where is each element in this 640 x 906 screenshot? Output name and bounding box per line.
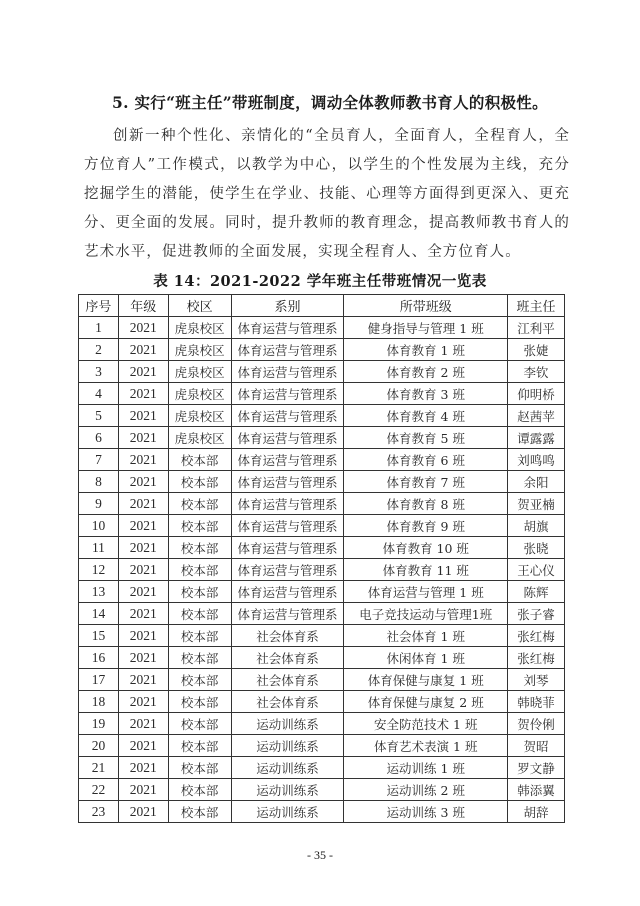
cell-grade: 2021	[118, 427, 168, 449]
cell-teacher: 贺伶俐	[508, 713, 565, 735]
cell-grade: 2021	[118, 493, 168, 515]
cell-index: 9	[79, 493, 119, 515]
cell-class: 体育教育 2 班	[344, 361, 508, 383]
cell-class: 体育教育 11 班	[344, 559, 508, 581]
cell-teacher: 胡旗	[508, 515, 565, 537]
cell-campus: 虎泉校区	[168, 339, 231, 361]
cell-teacher: 刘琴	[508, 669, 565, 691]
cell-campus: 校本部	[168, 603, 231, 625]
cell-department: 社会体育系	[231, 647, 344, 669]
cell-class: 体育运营与管理 1 班	[344, 581, 508, 603]
table-row	[79, 735, 565, 757]
cell-class: 体育教育 8 班	[344, 493, 508, 515]
cell-grade: 2021	[118, 515, 168, 537]
table-body	[79, 317, 565, 823]
table-row	[79, 691, 565, 713]
cell-teacher: 张红梅	[508, 647, 565, 669]
header-teacher: 班主任	[508, 295, 565, 317]
cell-class: 运动训练 1 班	[344, 757, 508, 779]
cell-department: 运动训练系	[231, 713, 344, 735]
table-caption: 表 14：2021-2022 学年班主任带班情况一览表	[153, 273, 487, 290]
cell-campus: 校本部	[168, 581, 231, 603]
cell-grade: 2021	[118, 669, 168, 691]
cell-grade: 2021	[118, 383, 168, 405]
cell-grade: 2021	[118, 779, 168, 801]
cell-teacher: 张晓	[508, 537, 565, 559]
cell-department: 运动训练系	[231, 735, 344, 757]
cell-department: 体育运营与管理系	[231, 427, 344, 449]
cell-department: 体育运营与管理系	[231, 383, 344, 405]
cell-class: 体育教育 6 班	[344, 449, 508, 471]
cell-department: 体育运营与管理系	[231, 339, 344, 361]
cell-department: 运动训练系	[231, 757, 344, 779]
cell-teacher: 陈辉	[508, 581, 565, 603]
cell-teacher: 王心仪	[508, 559, 565, 581]
cell-grade: 2021	[118, 339, 168, 361]
cell-department: 体育运营与管理系	[231, 559, 344, 581]
table-row	[79, 669, 565, 691]
cell-index: 3	[79, 361, 119, 383]
cell-campus: 校本部	[168, 493, 231, 515]
cell-grade: 2021	[118, 361, 168, 383]
cell-index: 10	[79, 515, 119, 537]
header-index: 序号	[79, 295, 119, 317]
header-department: 系别	[231, 295, 344, 317]
cell-index: 14	[79, 603, 119, 625]
header-grade: 年级	[118, 295, 168, 317]
table-row	[79, 647, 565, 669]
cell-class: 体育教育 9 班	[344, 515, 508, 537]
cell-grade: 2021	[118, 603, 168, 625]
cell-index: 6	[79, 427, 119, 449]
cell-index: 4	[79, 383, 119, 405]
class-teacher-table	[78, 294, 565, 823]
cell-department: 体育运营与管理系	[231, 405, 344, 427]
cell-campus: 校本部	[168, 537, 231, 559]
cell-grade: 2021	[118, 537, 168, 559]
cell-class: 体育教育 10 班	[344, 537, 508, 559]
cell-campus: 虎泉校区	[168, 427, 231, 449]
cell-class: 运动训练 2 班	[344, 779, 508, 801]
cell-campus: 虎泉校区	[168, 383, 231, 405]
cell-grade: 2021	[118, 735, 168, 757]
cell-index: 7	[79, 449, 119, 471]
cell-campus: 校本部	[168, 515, 231, 537]
cell-grade: 2021	[118, 317, 168, 339]
table-row	[79, 537, 565, 559]
cell-teacher: 刘鸣鸣	[508, 449, 565, 471]
cell-index: 16	[79, 647, 119, 669]
cell-campus: 虎泉校区	[168, 405, 231, 427]
cell-department: 体育运营与管理系	[231, 361, 344, 383]
cell-index: 22	[79, 779, 119, 801]
cell-class: 体育教育 3 班	[344, 383, 508, 405]
cell-grade: 2021	[118, 559, 168, 581]
cell-department: 社会体育系	[231, 691, 344, 713]
cell-grade: 2021	[118, 801, 168, 823]
cell-index: 2	[79, 339, 119, 361]
cell-index: 8	[79, 471, 119, 493]
cell-class: 安全防范技术 1 班	[344, 713, 508, 735]
cell-teacher: 谭露露	[508, 427, 565, 449]
cell-teacher: 贺昭	[508, 735, 565, 757]
table-row	[79, 757, 565, 779]
cell-index: 11	[79, 537, 119, 559]
cell-teacher: 余阳	[508, 471, 565, 493]
page-number: - 35 -	[307, 848, 333, 862]
cell-index: 23	[79, 801, 119, 823]
cell-teacher: 贺亚楠	[508, 493, 565, 515]
table-row	[79, 603, 565, 625]
cell-campus: 校本部	[168, 713, 231, 735]
table-row	[79, 449, 565, 471]
table-row	[79, 515, 565, 537]
cell-grade: 2021	[118, 449, 168, 471]
cell-department: 社会体育系	[231, 669, 344, 691]
cell-index: 13	[79, 581, 119, 603]
cell-index: 19	[79, 713, 119, 735]
cell-grade: 2021	[118, 405, 168, 427]
cell-teacher: 李钦	[508, 361, 565, 383]
cell-index: 1	[79, 317, 119, 339]
cell-department: 运动训练系	[231, 779, 344, 801]
table-row	[79, 559, 565, 581]
header-campus: 校区	[168, 295, 231, 317]
cell-campus: 校本部	[168, 471, 231, 493]
cell-teacher: 张子睿	[508, 603, 565, 625]
cell-index: 5	[79, 405, 119, 427]
cell-grade: 2021	[118, 581, 168, 603]
cell-class: 健身指导与管理 1 班	[344, 317, 508, 339]
cell-index: 17	[79, 669, 119, 691]
cell-teacher: 江利平	[508, 317, 565, 339]
cell-campus: 校本部	[168, 625, 231, 647]
cell-grade: 2021	[118, 757, 168, 779]
cell-grade: 2021	[118, 625, 168, 647]
cell-department: 体育运营与管理系	[231, 471, 344, 493]
cell-index: 15	[79, 625, 119, 647]
cell-department: 体育运营与管理系	[231, 317, 344, 339]
table-row	[79, 801, 565, 823]
table-row	[79, 427, 565, 449]
cell-department: 运动训练系	[231, 801, 344, 823]
cell-campus: 校本部	[168, 779, 231, 801]
table-row	[79, 383, 565, 405]
cell-index: 20	[79, 735, 119, 757]
cell-teacher: 仰明桥	[508, 383, 565, 405]
table-row	[79, 405, 565, 427]
cell-class: 体育艺术表演 1 班	[344, 735, 508, 757]
cell-teacher: 张红梅	[508, 625, 565, 647]
cell-campus: 校本部	[168, 735, 231, 757]
cell-campus: 校本部	[168, 559, 231, 581]
cell-department: 体育运营与管理系	[231, 449, 344, 471]
section-paragraph: 创新一种个性化、亲情化的“全员育人，全面育人，全程育人，全方位育人”工作模式，以教学为中心，以学生的个性发展为主线，充分挖掘学生的潜能，使学生在学业、技能、心理等方面得到更深入、更充分、更全面的发展。同时，提升教师的教育理念，提高教师教书育人的艺术水平，促进教师的全面发展，实现全程育人、全方位育人。	[84, 128, 570, 260]
table-row	[79, 625, 565, 647]
table-row	[79, 339, 565, 361]
cell-index: 21	[79, 757, 119, 779]
cell-department: 体育运营与管理系	[231, 537, 344, 559]
cell-teacher: 赵茜苹	[508, 405, 565, 427]
cell-campus: 校本部	[168, 449, 231, 471]
cell-class: 电子竞技运动与管理1班	[344, 603, 508, 625]
table-row	[79, 581, 565, 603]
cell-class: 体育保健与康复 2 班	[344, 691, 508, 713]
cell-index: 12	[79, 559, 119, 581]
cell-campus: 校本部	[168, 669, 231, 691]
table-row	[79, 317, 565, 339]
cell-campus: 校本部	[168, 757, 231, 779]
table-row	[79, 713, 565, 735]
cell-department: 体育运营与管理系	[231, 515, 344, 537]
cell-department: 体育运营与管理系	[231, 493, 344, 515]
cell-department: 体育运营与管理系	[231, 581, 344, 603]
cell-campus: 校本部	[168, 691, 231, 713]
cell-campus: 虎泉校区	[168, 317, 231, 339]
table-header-row	[79, 295, 565, 317]
table-row	[79, 779, 565, 801]
cell-grade: 2021	[118, 691, 168, 713]
section-heading: 5. 实行“班主任”带班制度，调动全体教师教书育人的积极性。	[112, 93, 548, 112]
cell-class: 体育保健与康复 1 班	[344, 669, 508, 691]
cell-teacher: 罗文静	[508, 757, 565, 779]
cell-grade: 2021	[118, 647, 168, 669]
cell-teacher: 韩晓菲	[508, 691, 565, 713]
header-class: 所带班级	[344, 295, 508, 317]
cell-class: 社会体育 1 班	[344, 625, 508, 647]
cell-teacher: 韩添翼	[508, 779, 565, 801]
cell-campus: 校本部	[168, 801, 231, 823]
table-row	[79, 493, 565, 515]
cell-department: 体育运营与管理系	[231, 603, 344, 625]
cell-grade: 2021	[118, 471, 168, 493]
table-row	[79, 361, 565, 383]
cell-class: 体育教育 1 班	[344, 339, 508, 361]
table-row	[79, 471, 565, 493]
cell-teacher: 张婕	[508, 339, 565, 361]
cell-campus: 校本部	[168, 647, 231, 669]
cell-class: 体育教育 4 班	[344, 405, 508, 427]
cell-class: 体育教育 5 班	[344, 427, 508, 449]
cell-class: 体育教育 7 班	[344, 471, 508, 493]
cell-class: 休闲体育 1 班	[344, 647, 508, 669]
cell-department: 社会体育系	[231, 625, 344, 647]
cell-campus: 虎泉校区	[168, 361, 231, 383]
cell-index: 18	[79, 691, 119, 713]
cell-class: 运动训练 3 班	[344, 801, 508, 823]
cell-grade: 2021	[118, 713, 168, 735]
cell-teacher: 胡辞	[508, 801, 565, 823]
